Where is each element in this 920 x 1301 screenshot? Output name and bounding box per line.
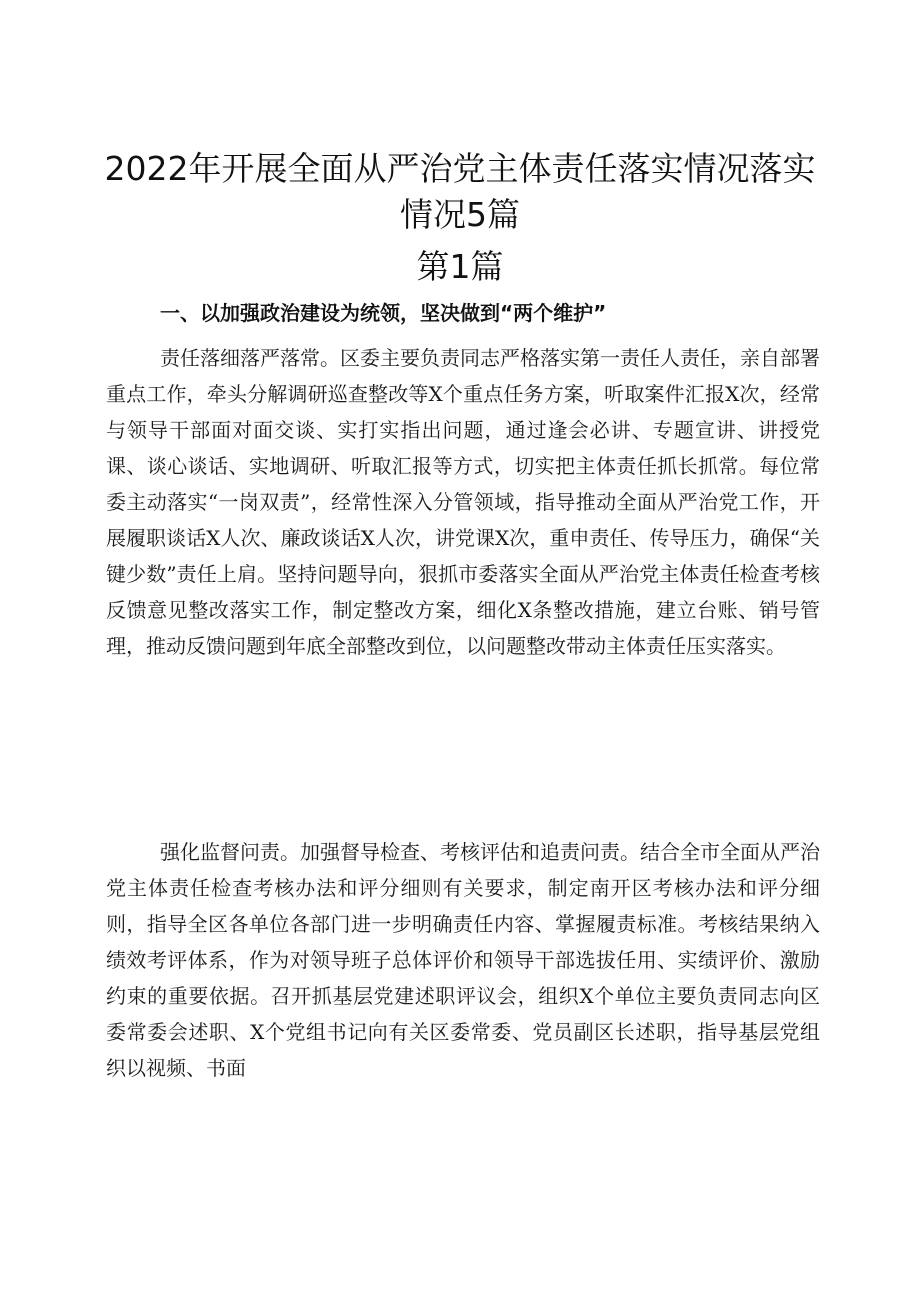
- document-title: 2022年开展全面从严治党主体责任落实情况落实情况5篇: [104, 149, 816, 234]
- body-paragraph: 强化监督问责。加强督导检查、考核评估和追责问责。结合全市全面从严治党主体责任检查考核办法和评分细则有关要求，制定南开区考核办法和评分细则，指导全区各单位各部门进一步明确责任内容、掌握履责标准。考核结果纳入绩效考评体系，作为对领导班子总体评价和领导干部选拔任用、实绩评价、激励约束的重要依据。召开抓基层党建述职评议会，组织X个单位主要负责同志向区委常委会述职、X个党组书记向有关区委常委、党员副区长述职，指导基层党组织以视频、书面: [106, 840, 820, 1080]
- part-heading: 第1篇: [416, 247, 504, 286]
- body-paragraph: 责任落细落严落常。区委主要负责同志严格落实第一责任人责任，亲自部署重点工作，牵头分解调研巡查整改等X个重点任务方案，听取案件汇报X次，经常与领导干部面对面交谈、实打实指出问题，通过逢会必讲、专题宣讲、讲授党课、谈心谈话、实地调研、听取汇报等方式，切实把主体责任抓长抓常。每位常委主动落实“一岗双责”，经常性深入分管领域，指导推动全面从严治党工作，开展履职谈话X人次、廉政谈话X人次，讲党课X次，重申责任、传导压力，确保“关键少数”责任上肩。坚持问题导向，狠抓市委落实全面从严治党主体责任检查考核反馈意见整改落实工作，制定整改方案，细化X条整改措施，建立台账、销号管理，推动反馈问题到年底全部整改到位，以问题整改带动主体责任压实落实。: [106, 346, 820, 658]
- section-heading: 一、以加强政治建设为统领，坚决做到“两个维护”: [160, 301, 607, 325]
